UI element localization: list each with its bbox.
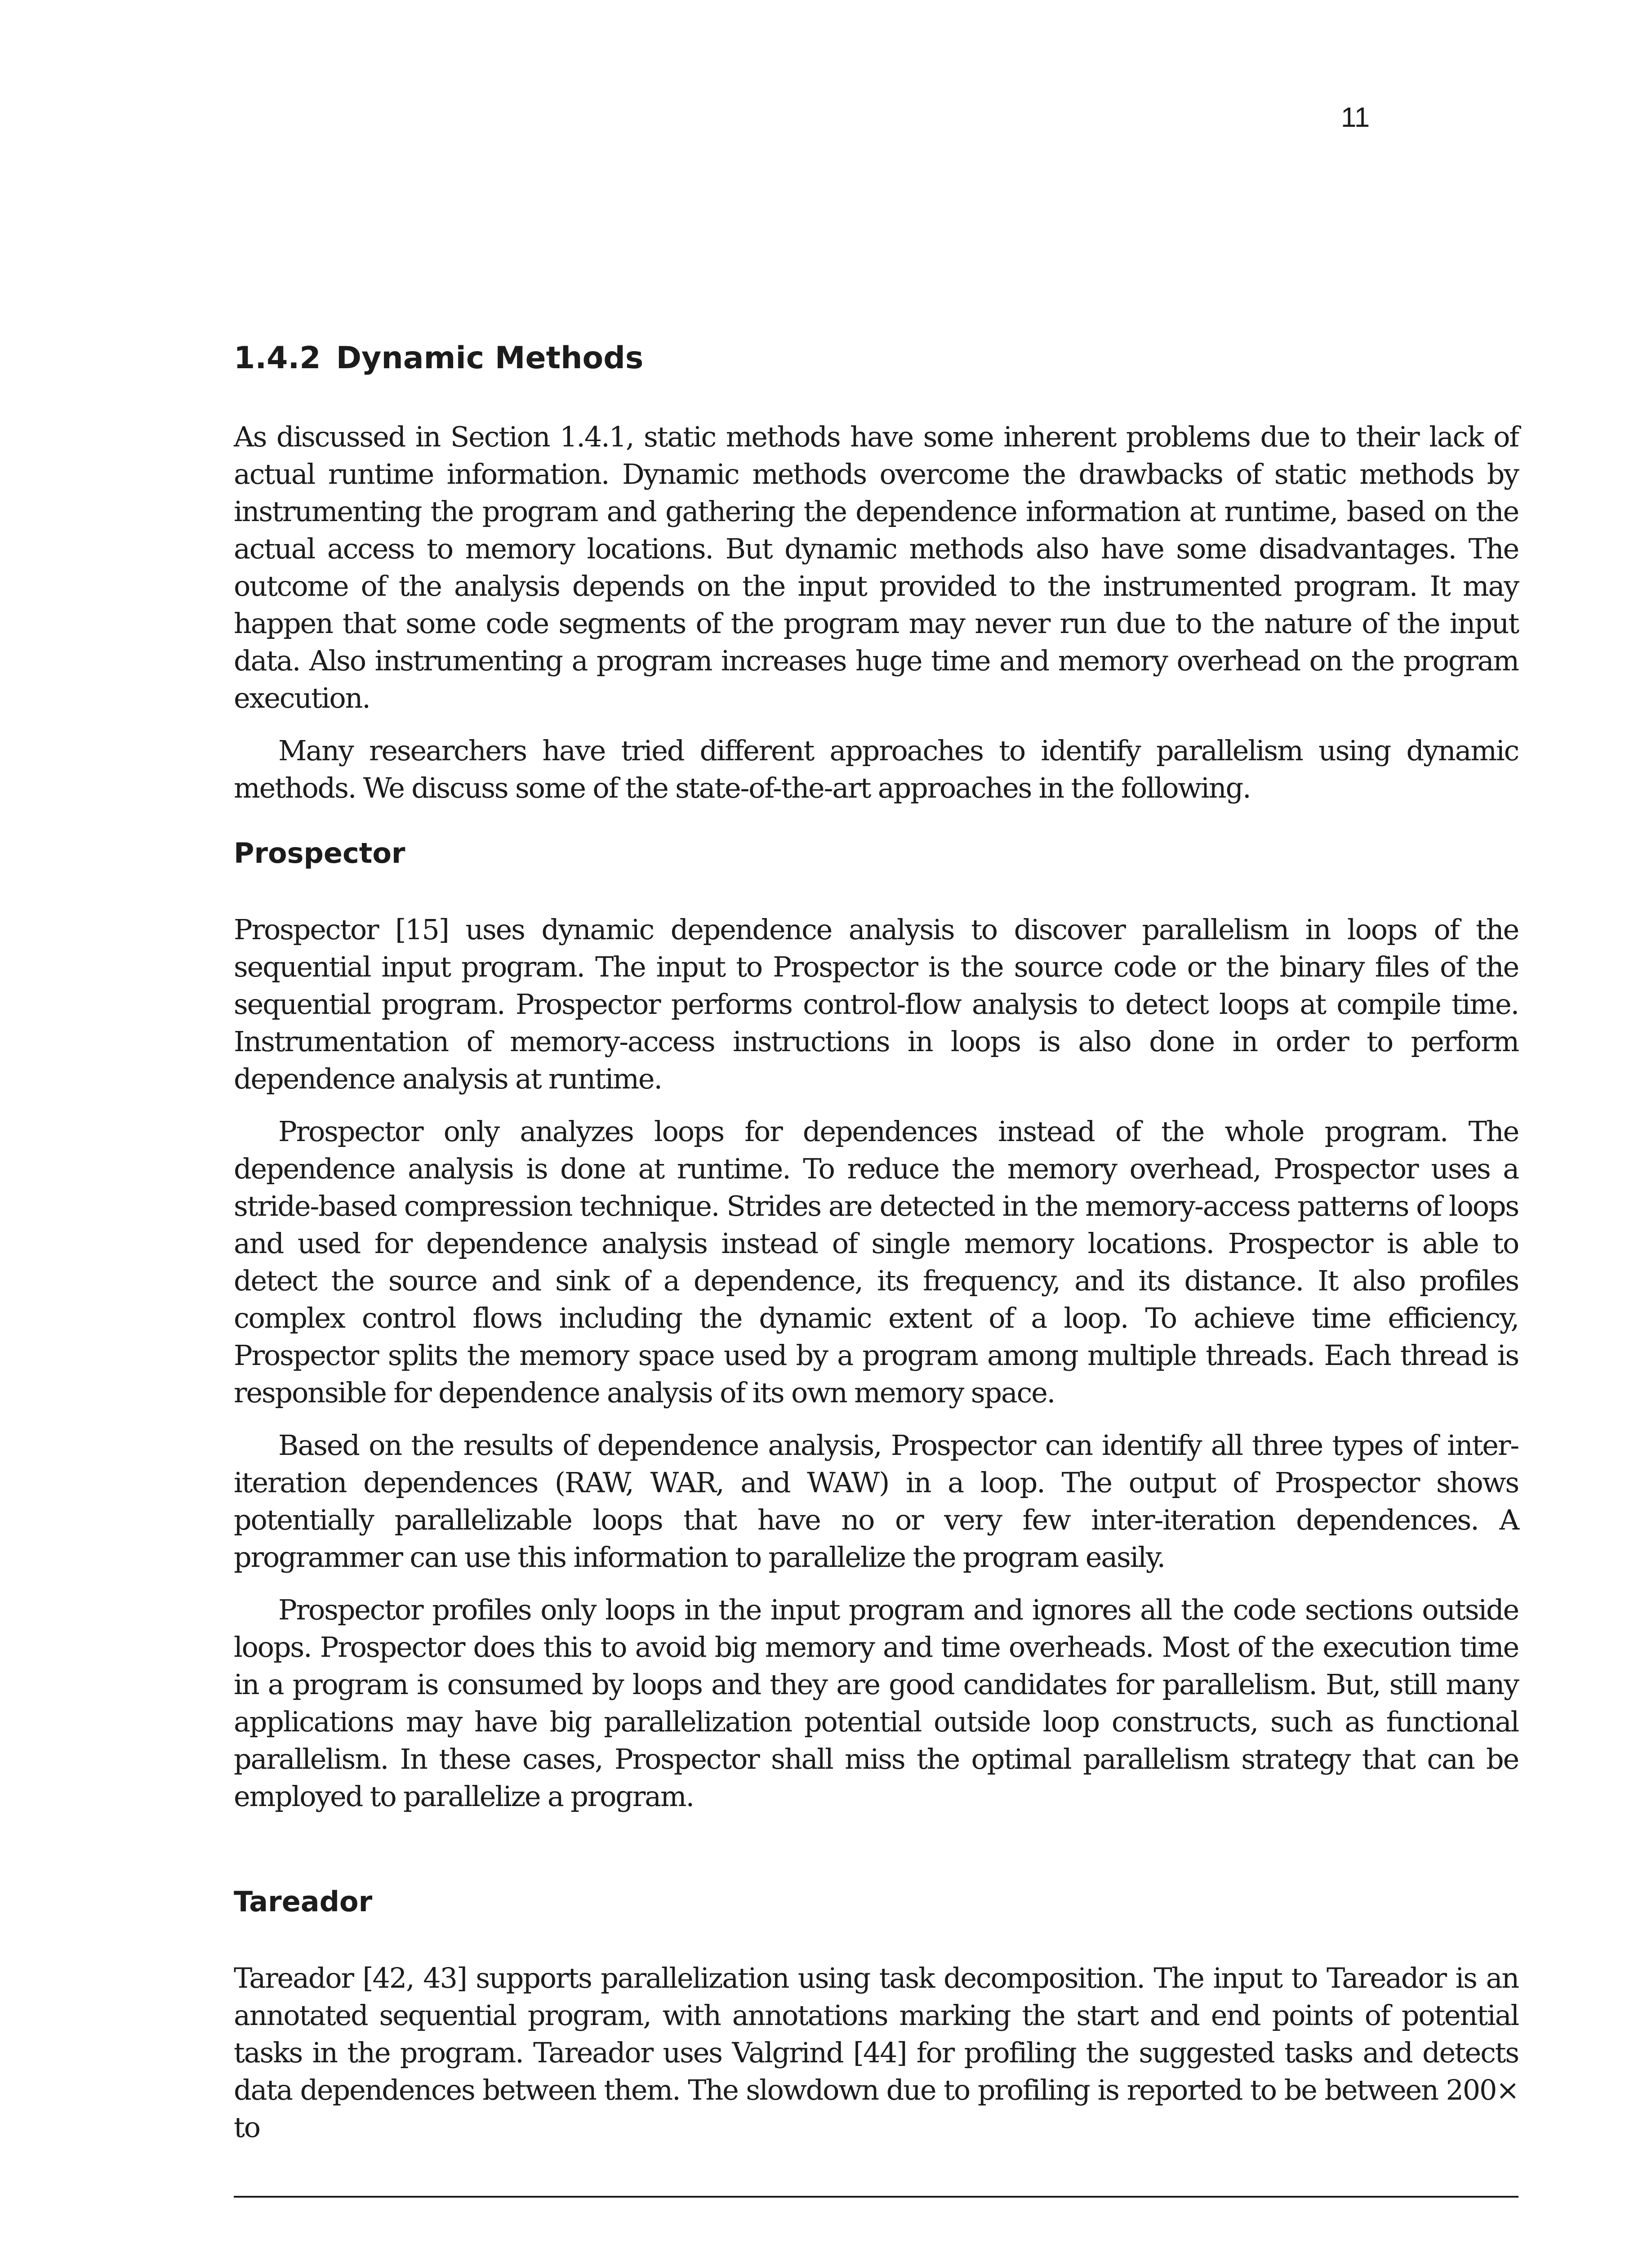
paragraph: Tareador [42, 43] supports parallelization using task decomposition. The input to Tareador is an annotated sequential program, with annotations marking the start and end points of potential tasks in the program. Tareador uses Valgrind [44] for profiling the suggested tasks and detects data dependences between them. The slowdown due to profiling is reported to be between 200× to <box>234 1962 1518 2144</box>
page-number: 11 <box>1340 102 1370 133</box>
subsection-heading-tareador: Tareador <box>234 1885 373 1918</box>
section-heading <box>234 338 643 379</box>
subsection-heading-prospector: Prospector <box>234 837 405 870</box>
paragraph: Many researchers have tried different approaches to identify parallelism using dynamic methods. We discuss some of the state-of-the-art approaches in the following. <box>234 734 1518 804</box>
paragraph: Prospector profiles only loops in the input program and ignores all the code sections outside loops. Prospector does this to avoid big memory and time overheads. Most of the execution time in a program is consumed by loops and they are good candidates for parallelism. But, still many applications may have big parallelization potential outside loop constructs, such as functional parallelism. In these cases, Prospector shall miss the optimal parallelism strategy that can be employed to parallelize a program. <box>234 1593 1518 1813</box>
paragraph: Based on the results of dependence analysis, Prospector can identify all three types of inter-iteration dependences (RAW, WAR, and WAW) in a loop. The output of Prospector shows potentially parallelizable loops that have no or very few inter-iteration dependences. A programmer can use this information to parallelize the program easily. <box>234 1429 1518 1574</box>
section-intro <box>234 418 1518 822</box>
prospector-body <box>234 911 1518 1830</box>
tareador-body <box>234 1959 1518 2161</box>
section-number: 1.4.2 <box>234 340 321 376</box>
paragraph: Prospector only analyzes loops for dependences instead of the whole program. The dependence analysis is done at runtime. To reduce the memory overhead, Prospector uses a stride-based compression technique. Strides are detected in the memory-access patterns of loops and used for dependence analysis instead of single memory locations. Prospector is able to detect the source and sink of a dependence, its frequency, and its distance. It also profiles complex control flows including the dynamic extent of a loop. To achieve time efficiency, Prospector splits the memory space used by a program among multiple threads. Each thread is responsible for dependence analysis of its own memory space. <box>234 1115 1518 1409</box>
paragraph: Prospector [15] uses dynamic dependence analysis to discover parallelism in loops of the sequential input program. The input to Prospector is the source code or the binary files of the sequential program. Prospector performs control-flow analysis to detect loops at compile time. Instrumentation of memory-access instructions in loops is also done in order to perform dependence analysis at runtime. <box>234 913 1518 1095</box>
paragraph: As discussed in Section 1.4.1, static methods have some inherent problems due to their lack of actual runtime information. Dynamic methods overcome the drawbacks of static methods by instrumenting the program and gathering the dependence information at runtime, based on the actual access to memory locations. But dynamic methods also have some disadvantages. The outcome of the analysis depends on the input provided to the instrumented program. It may happen that some code segments of the program may never run due to the nature of the input data. Also instrumenting a program increases huge time and memory overhead on the program execution. <box>234 420 1518 714</box>
section-title: Dynamic Methods <box>336 340 644 376</box>
footer-rule <box>234 2196 1518 2198</box>
